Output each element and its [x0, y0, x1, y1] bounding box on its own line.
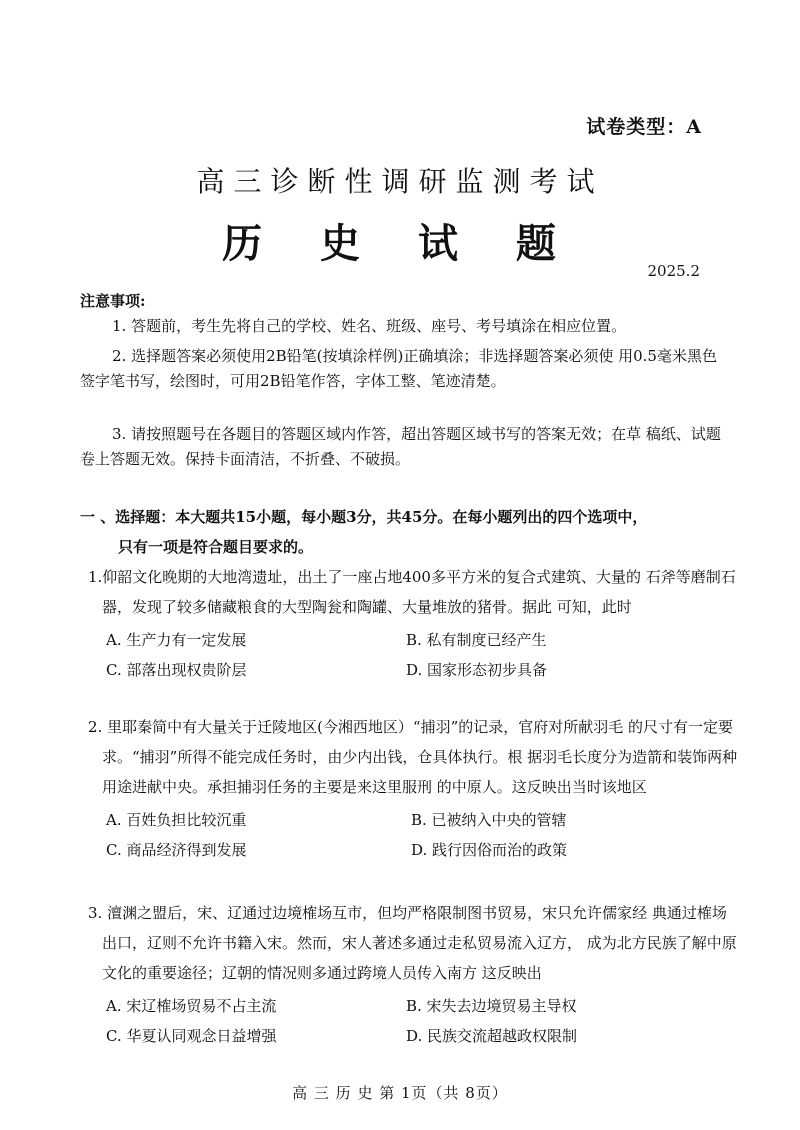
page-footer: 高 三 历 史 第 1页（共 8页）: [292, 1084, 508, 1102]
question-stem: 2. 里耶秦简中有大量关于迁陵地区(今湘西地区）“捕羽”的记录，官府对所献羽毛 的尺寸有一定要求。“捕羽”所得不能完成任务时，由少内出钱，仓具体执行。根 据羽毛长度分为造箭和装饰两种用途进献中央。承担捕羽任务的主要是来这里服刑 的中原人。这反映出当时该地区: [88, 718, 738, 796]
option-c: C. 部落出现权贵阶层: [106, 661, 247, 679]
option-c: C. 商品经济得到发展: [106, 841, 247, 859]
option-d: D. 民族交流超越政权限制: [406, 1027, 578, 1045]
question-options: [106, 992, 738, 1052]
option-b: B. 宋失去边境贸易主导权: [406, 997, 577, 1015]
notice-item: 2. 选择题答案必须使用2B铅笔(按填涂样例)正确填涂；非选择题答案必须使 用0.5毫米黑色签字笔书写，绘图时，可用2B铅笔作答，字体工整、笔迹清楚。: [80, 347, 717, 390]
option-b: B. 已被纳入中央的管辖: [411, 811, 567, 829]
question-options: [106, 806, 738, 866]
question-2: [88, 712, 738, 866]
question-stem: 1.仰韶文化晚期的大地湾遗址，出土了一座占地400多平方米的复合式建筑、大量的 石斧等磨制石器，发现了较多储藏粮食的大型陶瓮和陶罐、大量堆放的猪骨。据此 可知，此时: [88, 568, 736, 616]
option-a: A. 百姓负担比较沉重: [106, 811, 247, 829]
notice-item: 3. 请按照题号在各题目的答题区域内作答，超出答题区域书写的答案无效；在草 稿纸、试题卷上答题无效。保持卡面清洁，不折叠、不破损。: [80, 425, 721, 468]
section-heading-line1: 一 、选择题：本大题共15小题，每小题3分，共45分。在每小题列出的四个选项中，: [80, 508, 648, 526]
section-heading-line2: 只有一项是符合题目要求的。: [118, 538, 314, 556]
option-c: C. 华夏认同观念日益增强: [106, 1027, 277, 1045]
option-b: B. 私有制度已经产生: [406, 631, 547, 649]
notice-item: 1. 答题前，考生先将自己的学校、姓名、班级、座号、考号填涂在相应位置。: [112, 317, 627, 335]
option-a: A. 生产力有一定发展: [106, 631, 247, 649]
option-d: D. 国家形态初步具备: [406, 661, 548, 679]
subject-title: 历 史 试 题: [222, 220, 578, 267]
question-3: [88, 898, 738, 1052]
question-options: [106, 626, 738, 686]
option-a: A. 宋辽榷场贸易不占主流: [106, 997, 277, 1015]
question-stem: 3. 澶渊之盟后，宋、辽通过边境榷场互市，但均严格限制图书贸易，宋只允许儒家经 典通过榷场出口，辽则不允许书籍入宋。然而，宋人著述多通过走私贸易流入辽方， 成为北方民族了解中原文化的重要途径；辽朝的情况则多通过跨境人员传入南方 这反映出: [88, 904, 737, 982]
exam-title: 高三诊断性调研监测考试: [196, 165, 604, 198]
question-1: [88, 562, 738, 686]
option-d: D. 践行因俗而治的政策: [411, 841, 568, 859]
exam-date: 2025.2: [647, 262, 700, 280]
section-heading: [80, 502, 740, 562]
notice-heading: 注意事项:: [80, 292, 146, 310]
paper-type-label: 试卷类型：A: [586, 116, 702, 138]
